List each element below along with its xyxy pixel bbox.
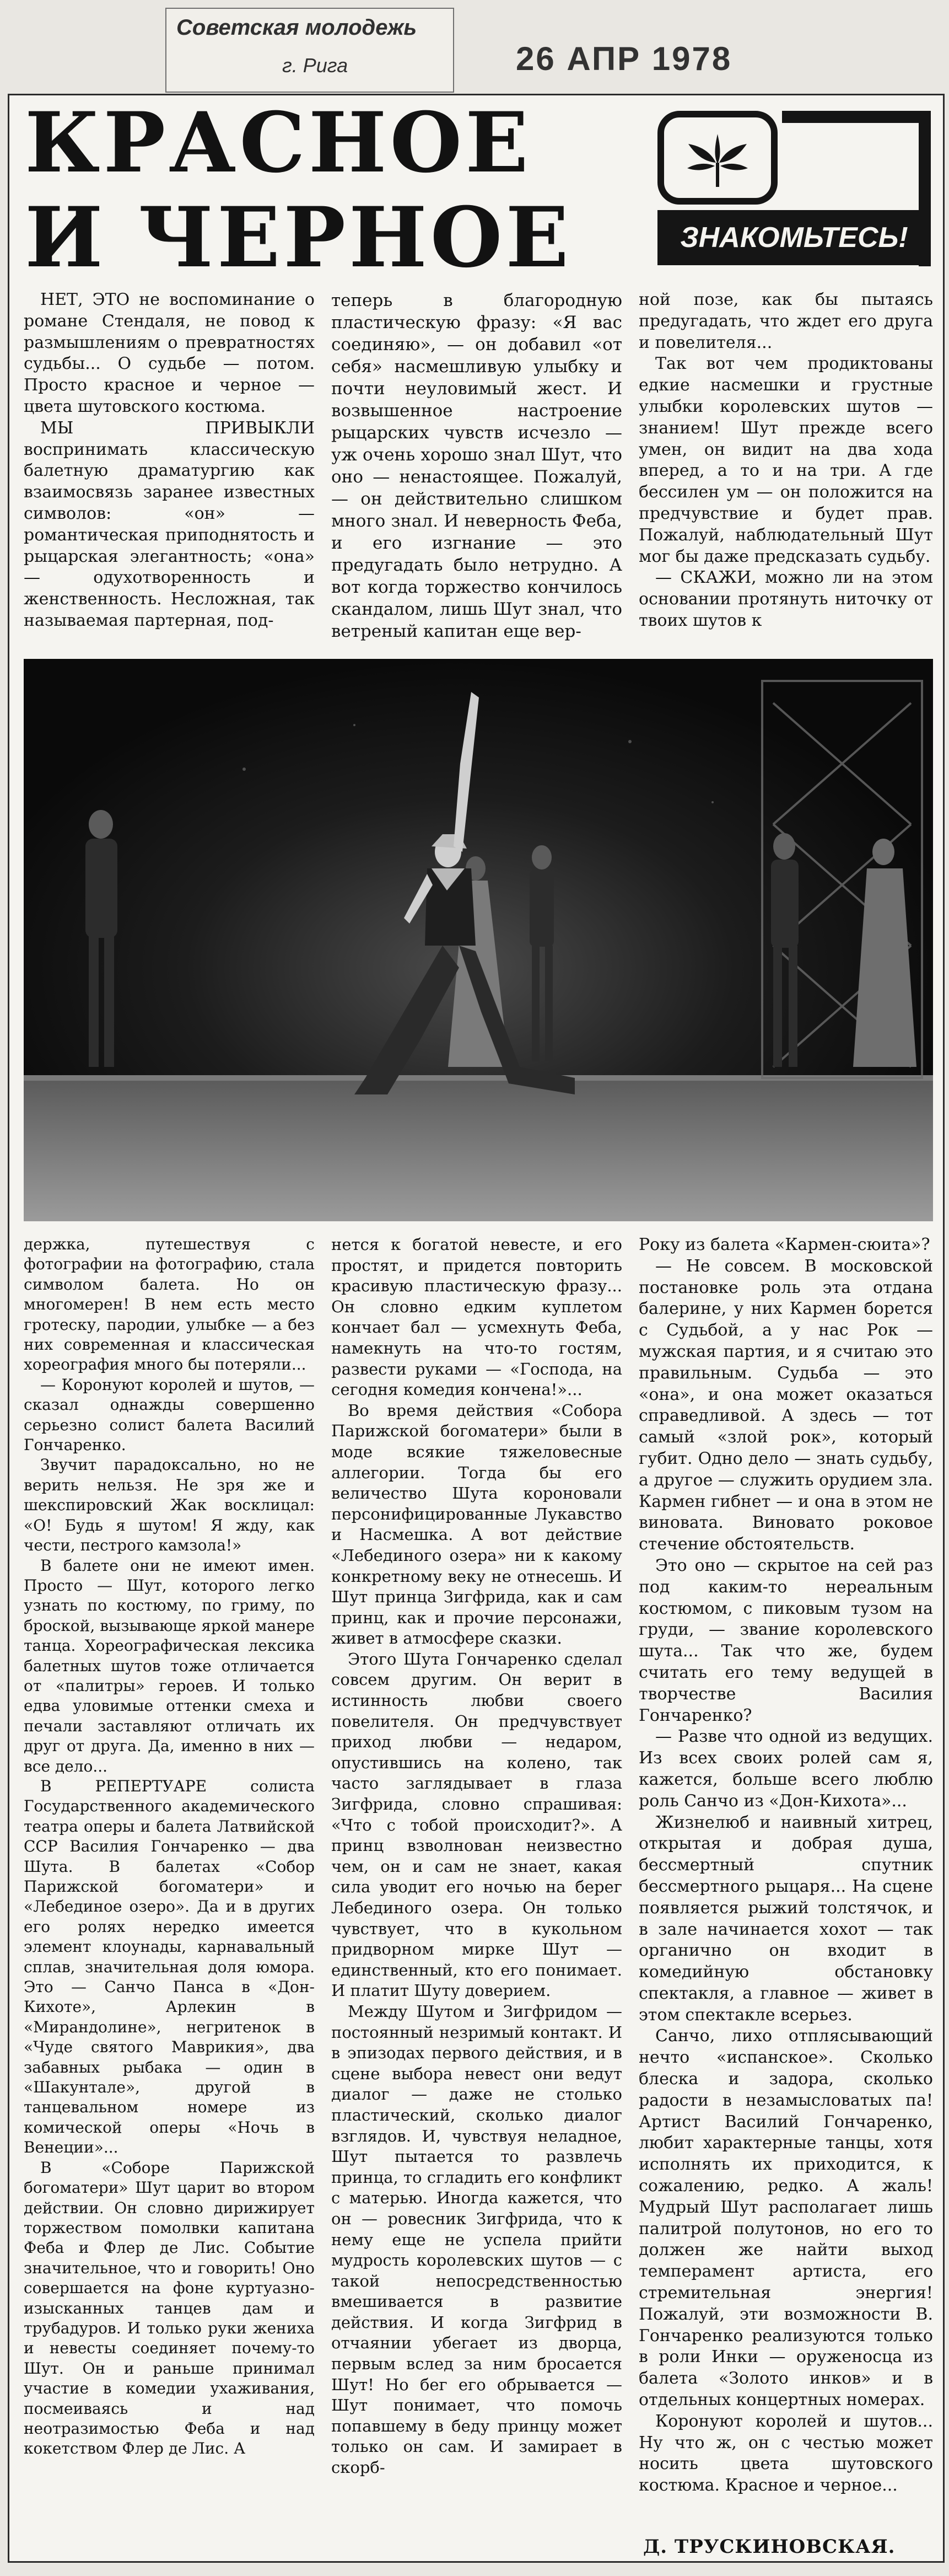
photo-illustration xyxy=(24,659,933,1221)
paragraph: держка, путешествуя с фотографии на фотографию, стала символом балета. Но он многомерен! В нем есть место гротеску, пародии, улыбке — а без них современная и классическая хореография много бы потеряли... xyxy=(24,1235,315,1374)
paragraph: В балете они не имеют имен. Просто — Шут, которого легко узнать по костюму, по гриму, по броской, вызывающе яркой манере танца. Хореографическая лексика балетных шутов тоже отличается от «палитры» героев. И только едва уловимые оттенки смеха и печали заставляют отличать их друг от друга. Да, именно в них — все дело... xyxy=(24,1556,315,1775)
paragraph: Коронуют королей и шутов... Ну что ж, он с честью может носить цвета шутовского костюма. Красное и черное... xyxy=(639,2411,933,2496)
paragraph: Жизнелюб и наивный хитрец, открытая и добрая душа, бессмертный спутник бессмертного рыцаря... На сцене появляется рыжий толстячок, и в зале начинается хохот — так органично он входит в комедийную обстановку спектакля, а главное — живет в этом спектакле всерьез. xyxy=(639,1812,933,2025)
paragraph: нется к богатой невесте, и его простят, и придется повторить красивую пластическую фразу... Он словно едким куплетом кончает бал — усмехнуть Феба, намекнуть на что-то гостям, развести руками — «Господа, на сегодня комедия кончена!»... xyxy=(331,1235,622,1399)
paragraph: — СКАЖИ, можно ли на этом основании протянуть ниточку от твоих шутов к xyxy=(639,568,933,630)
article-headline xyxy=(25,95,572,285)
paragraph: НЕТ, ЭТО не воспоминание о романе Стендаля, не повод к размышлениям о превратностях судьбы... О судьбе — потом. Просто красное и черное — цвета шутовского костюма. xyxy=(24,290,315,416)
newspaper-name: Советская молодежь xyxy=(176,15,417,40)
headline-line-2: И ЧЕРНОЕ xyxy=(25,189,572,286)
top-column-3 xyxy=(639,289,933,632)
paragraph: — Разве что одной из ведущих. Из всех своих ролей сам я, кажется, больше всего люблю роль Санчо из «Дон-Кихота»... xyxy=(639,1727,933,1811)
paragraph: МЫ ПРИВЫКЛИ воспринимать классическую балетную драматургию как взаимосвязь заранее известных символов: «он» — романтическая приподнятость и рыцарская элегантность; «она» — одухотворенность и женственность. Несложная, так называемая партерная, под- xyxy=(24,418,315,630)
newspaper-city: г. Рига xyxy=(282,54,348,77)
author-signature: Д. ТРУСКИНОВСКАЯ. xyxy=(643,2536,896,2558)
ballet-stage-photo xyxy=(24,659,933,1221)
leaf-emblem-icon xyxy=(657,111,778,205)
newspaper-clipping xyxy=(8,94,945,2563)
paragraph: В РЕПЕРТУАРЕ солиста Государственного академического театра оперы и балета Латвийской ССР Василия Гончаренко — два Шута. В балетах «Собор Парижской богоматери» и «Лебединое озеро». Да и в других его ролях нередко имеется элемент клоунады, карнавальный сплав, значительная доля юмора. Это — Санчо Панса в «Дон-Кихоте», Арлекин в «Мирандолине», негритенок в «Чуде святого Маврикия», два забавных рыбака — один в «Шакунтале», другой в танцевальном номере из комической оперы «Ночь в Венеции»... xyxy=(24,1777,315,2157)
top-column-2 xyxy=(331,289,622,642)
paragraph: Этого Шута Гончаренко сделал совсем другим. Он верит в истинность любви своего повелителя. Он предчувствует приход любви — недаром, опустившись на колено, так часто заглядывает в глаза Зигфрида, словно спрашивая: «Что с тобой происходит?». А принц взволнован неизвестно чем, он и сам не знает, какая сила уводит его ночью на берег Лебединого озера. Он только чувствует, что в кукольном придворном мирке Шут — единственный, кто его понимает. И платит Шуту доверием. xyxy=(331,1649,622,2000)
paragraph: ной позе, как бы пытаясь предугадать, что ждет его друга и повелителя... xyxy=(639,290,933,352)
rubric-frame-top xyxy=(782,111,931,123)
rubric-block xyxy=(652,105,935,272)
headline-line-1: КРАСНОЕ xyxy=(25,94,532,191)
paragraph: Это оно — скрытое на сей раз под каким-то нереальным костюмом, с пиковым тузом на груди, — звание королевского шута... Так что же, будем считать его тему ведущей в творчестве Василия Гончаренко? xyxy=(639,1555,933,1725)
bottom-column-3 xyxy=(639,1235,933,2497)
paragraph: теперь в благородную пластическую фразу: «Я вас соединяю», — он добавил «от себя» насмешливую улыбку и почти неуловимый жест. И возвышенное настроение рыцарских чувств исчезло — уж очень хорошо знал Шут, что оно — ненастоящее. Пожалуй, — он действительно слишком много знал. И неверность Феба, и его изгнание — это предугадать было нетрудно. А вот когда торжество кончилось скандалом, лишь Шут знал, что ветреный капитан еще вер- xyxy=(331,291,622,641)
paragraph: Между Шутом и Зигфридом — постоянный незримый контакт. И в эпизодах первого действия, и в сцене выбора невест они ведут диалог — даже не столько пластический, сколько диалог взглядов. И, чувствуя неладное, Шут пытается то развлечь принца, то сгладить его конфликт с матерью. Иногда кажется, что он — ровесник Зигфрида, что к нему еще не успела прийти мудрость королевских шутов — с такой непосредственностью вмешивается в развитие действия. И когда Зигфрид в отчаянии убегает из дворца, первым вслед за ним бросается Шут! Но бег его обрывается — Шут понимает, что помочь попавшему в беду принцу может только он сам. И замирает в скорб- xyxy=(331,2001,622,2477)
paragraph: — Коронуют королей и шутов, — сказал однажды совершенно серьезно солист балета Василий Гончаренко. xyxy=(24,1375,315,1455)
bottom-column-2 xyxy=(331,1235,622,2478)
newspaper-label xyxy=(165,8,454,93)
top-column-1 xyxy=(24,289,315,632)
paragraph: Звучит парадоксально, но не верить нельзя. Не зря же и шекспировский Жак восклицал: «О! Будь я шутом! Я жду, как чести, пестрого камзола!» xyxy=(24,1456,315,1555)
rubric-label: ЗНАКОМЬТЕСЬ! xyxy=(657,210,931,265)
paragraph: Во время действия «Собора Парижской богоматери» были в моде всякие тяжеловесные аллегории. Тогда бы его величество Шута короновали персонифицированные Лукавство и Насмешка. А вот действие «Лебединого озера» ни к какому конкретному веку не отнесешь. И Шут принца Зигфрида, как и сам принц, как и прочие персонажи, живет в атмосфере сказки. xyxy=(331,1400,622,1648)
paragraph: — Не совсем. В московской постановке роль эта отдана балерине, у них Кармен борется с Судьбой, а у нас Рок — мужская партия, и я считаю это правильным. Судьба — это «она», и она может оказаться справедливой. А здесь — тот самый «злой рок», который губит. Одно дело — знать судьбу, а другое — служить орудием зла. Кармен гибнет — и она в этом не виновата. Виновато роковое стечение обстоятельств. xyxy=(639,1256,933,1554)
date-stamp: 26 АПР 1978 xyxy=(516,40,732,77)
paragraph: Так вот чем продиктованы едкие насмешки и грустные улыбки королевских шутов — знанием! Шут прежде всего умен, он видит на два хода вперед, а то и на три. А где бессилен ум — он положится на предчувствие и будет прав. Пожалуй, наблюдательный Шут мог бы даже предсказать судьбу. xyxy=(639,354,933,566)
paragraph: В «Соборе Парижской богоматери» Шут царит во втором действии. Он словно дирижирует торжеством помолвки капитана Феба и Флер де Лис. Событие значительное, что и говорить! Оно совершается на фоне куртуазно-изысканных танцев дам и трубадуров. И только руки жениха и невесты соединяет почему-то Шут. Он и раньше принимал участие в комедии ухаживания, посмеиваясь и над неотразимостью Феба и над кокетством Флер де Лис. А xyxy=(24,2158,315,2458)
bottom-column-1 xyxy=(24,1235,315,2459)
paragraph: Року из балета «Кармен-сюита»? xyxy=(639,1235,930,1254)
paragraph: Санчо, лихо отплясывающий нечто «испанское». Сколько блеска и задора, сколько радости в незамысловатых па! Артист Василий Гончаренко, любит характерные танцы, хотя исполнять их приходится, к сожалению, редко. А жаль! Мудрый Шут располагает лишь палитрой полутонов, но его то должен же найти выход темперамент артиста, его стремительная энергия! Пожалуй, эти возможности В. Гончаренко реализуются только в роли Инки — оруженосца из балета «Золото инков» и в отдельных концертных номерах. xyxy=(639,2026,933,2410)
